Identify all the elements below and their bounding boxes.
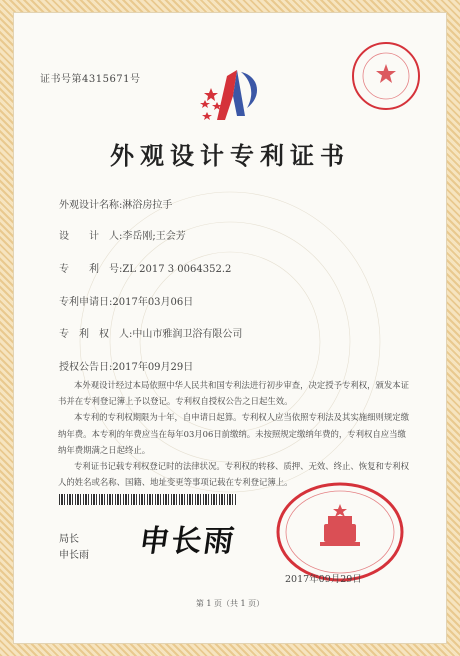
handwritten-signature: 申长雨	[137, 524, 238, 559]
field-design-name	[59, 196, 172, 211]
field-value: 2017年03月06日	[112, 297, 194, 308]
certificate-body	[58, 377, 410, 490]
field-label: 授权公告日:	[59, 362, 113, 373]
field-designer	[59, 227, 186, 242]
page-footer: 第 1 页（共 1 页）	[195, 599, 265, 608]
issue-date: 2017年09月29日	[285, 574, 362, 585]
field-patent-number	[59, 260, 231, 275]
body-paragraph: 本外观设计经过本局依照中华人民共和国专利法进行初步审查，决定授予专利权，颁发本证书并在专利登记簿上予以登记。专利权自授权公告之日起生效。	[58, 380, 409, 407]
field-value: 中山市雅润卫浴有限公司	[132, 329, 243, 340]
office-seal-top-text	[350, 40, 422, 112]
field-label: 专 利 号:	[59, 264, 123, 275]
certificate-number: 证书号第4315671号	[40, 74, 141, 85]
field-publication-date	[59, 358, 193, 373]
body-paragraph: 本专利的专利权期限为十年，自申请日起算。专利权人应当依照专利法及其实施细则规定缴纳年费。本专利的年费应当在每年03月06日前缴纳。未按照规定缴纳年费的，专利权自应当缴纳年费期满之日起终止。	[58, 412, 409, 455]
field-label: 外观设计名称:	[59, 200, 123, 211]
field-value: ZL 2017 3 0064352.2	[122, 264, 232, 275]
ip-office-logo-icon	[197, 66, 271, 124]
signatory-name: 申长雨	[59, 550, 89, 561]
barcode	[59, 494, 237, 505]
body-paragraph: 专利证书记载专利权登记时的法律状况。专利权的转移、质押、无效、终止、恢复和专利权人的姓名或名称、国籍、地址变更等事项记载在专利登记簿上。	[58, 461, 409, 488]
certificate-title: 外观设计专利证书	[110, 142, 350, 170]
field-label: 设 计 人:	[59, 231, 123, 242]
field-value: 李岳刚;王会芳	[122, 231, 186, 242]
field-value: 淋浴房拉手	[122, 200, 173, 211]
field-label: 专 利 权 人:	[59, 329, 133, 340]
signatory-title: 局长	[59, 534, 79, 545]
field-label: 专利申请日:	[59, 297, 113, 308]
field-patentee	[59, 325, 242, 340]
field-value: 2017年09月29日	[112, 362, 194, 373]
field-application-date	[59, 293, 193, 308]
